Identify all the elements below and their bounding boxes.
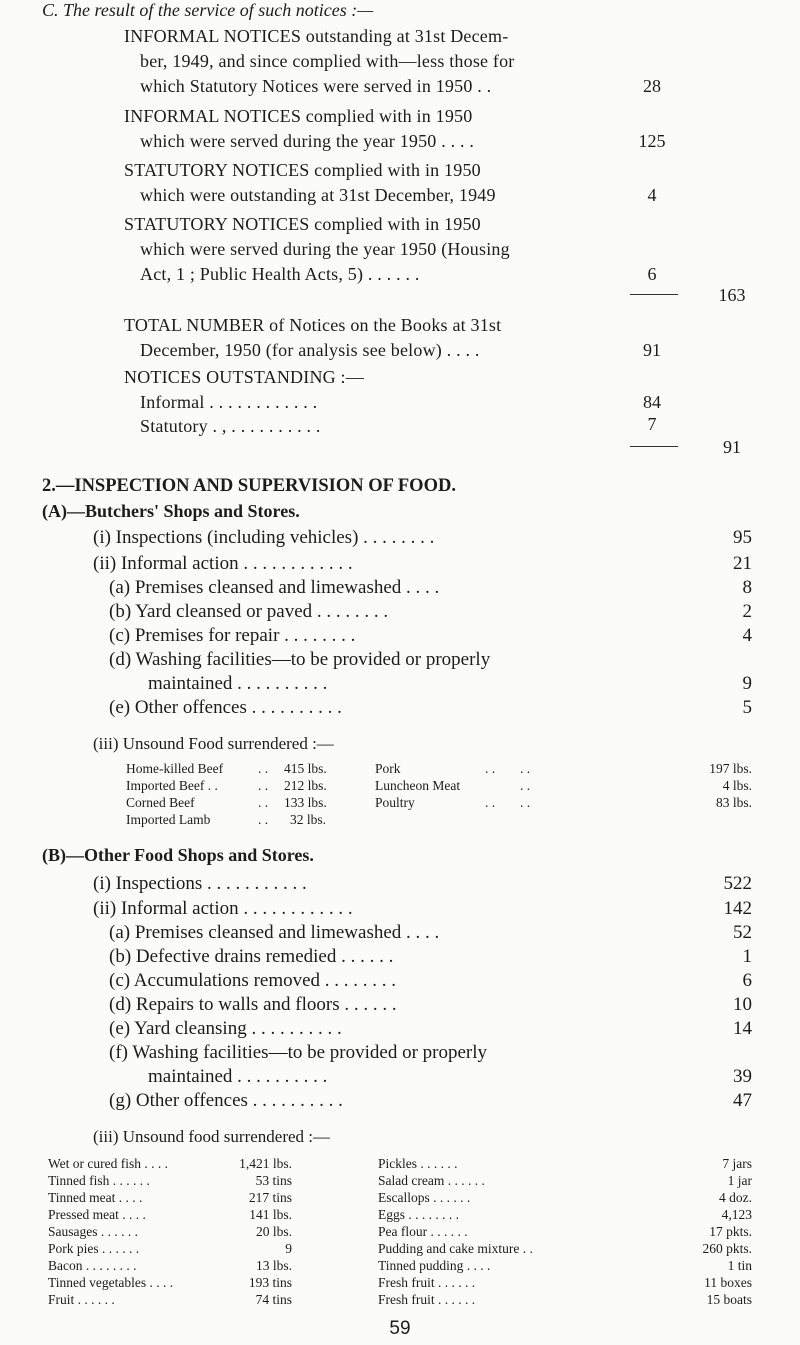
section-2-heading: 2.—INSPECTION AND SUPERVISION OF FOOD. <box>42 476 456 496</box>
food-qty: 53 tins <box>255 1173 292 1188</box>
subtotal-value: 163 <box>718 285 746 305</box>
outstanding-rule <box>630 446 678 447</box>
notice-value: 6 <box>647 264 657 284</box>
notice-line: STATUTORY NOTICES complied with in 1950 <box>124 214 481 234</box>
food-name: Luncheon Meat <box>375 778 461 793</box>
food-name: Fruit . . . . . . <box>48 1292 115 1307</box>
food-qty: 17 pkts. <box>709 1224 752 1239</box>
food-name: Pork pies . . . . . . <box>48 1241 140 1256</box>
a-item: (ii) Informal action . . . . . . . . . . . . <box>93 553 353 574</box>
a-item-value: 21 <box>733 553 752 574</box>
b-item: (i) Inspections . . . . . . . . . . . <box>93 873 307 894</box>
notice-line: Act, 1 ; Public Health Acts, 5) . . . . . . <box>140 264 420 284</box>
b-item-value: 10 <box>733 994 752 1015</box>
b-item: (a) Premises cleansed and limewashed . . . . <box>109 922 440 943</box>
food-name: Corned Beef <box>126 795 195 810</box>
a-item: (i) Inspections (including vehicles) . . . . . . . . <box>93 527 435 548</box>
food-qty: 197 lbs. <box>709 761 752 776</box>
a-item-value: 4 <box>742 625 752 646</box>
b-item-value: 6 <box>742 970 752 991</box>
food-name: Sausages . . . . . . <box>48 1224 138 1239</box>
a-heading: (A)—Butchers' Shops and Stores. <box>42 501 300 521</box>
food-qty: 20 lbs. <box>255 1224 292 1239</box>
food-dots: . . <box>258 812 269 827</box>
food-qty: 7 jars <box>722 1156 752 1171</box>
food-qty: 133 lbs. <box>284 795 327 810</box>
b-item-value: 52 <box>733 922 752 943</box>
a-item-value: 9 <box>742 673 752 694</box>
a-item: maintained . . . . . . . . . . <box>148 673 328 694</box>
food-qty: 260 pkts. <box>702 1241 752 1256</box>
food-name: Escallops . . . . . . <box>378 1190 471 1205</box>
notice-line: INFORMAL NOTICES outstanding at 31st Decem- <box>124 26 509 46</box>
food-name: Imported Lamb <box>126 812 211 827</box>
food-qty: 74 tins <box>255 1292 292 1307</box>
statutory-value: 7 <box>647 414 657 434</box>
b-item: (f) Washing facilities—to be provided or properly <box>109 1042 488 1063</box>
food-qty: 15 boats <box>706 1292 752 1307</box>
food-dots: . . <box>520 761 531 776</box>
food-name: Imported Beef . . <box>126 778 218 793</box>
food-qty: 83 lbs. <box>715 795 752 810</box>
a-item: (b) Yard cleansed or paved . . . . . . . . <box>109 601 389 622</box>
notice-line: which were outstanding at 31st December, 1949 <box>140 185 496 205</box>
a-item-value: 8 <box>742 577 752 598</box>
b-item-value: 14 <box>733 1018 752 1039</box>
notice-line: which Statutory Notices were served in 1950 . . <box>140 76 492 96</box>
total-value: 91 <box>643 340 661 360</box>
a-item-value: 5 <box>742 697 752 718</box>
food-name: Tinned fish . . . . . . <box>48 1173 150 1188</box>
food-qty: 1 tin <box>727 1258 752 1273</box>
food-name: Pork <box>375 761 401 776</box>
notice-line: ber, 1949, and since complied with—less those for <box>140 51 515 71</box>
food-name: Tinned pudding . . . . <box>378 1258 491 1273</box>
page-number: 59 <box>389 1318 411 1339</box>
b-item: (ii) Informal action . . . . . . . . . . . . <box>93 898 353 919</box>
informal-label: Informal . . . . . . . . . . . . <box>140 392 318 412</box>
food-name: Wet or cured fish . . . . <box>48 1156 169 1171</box>
food-dots: . . <box>485 795 496 810</box>
statutory-label: Statutory . , . . . . . . . . . . <box>140 416 321 436</box>
food-dots: . . <box>258 761 269 776</box>
food-name: Poultry <box>375 795 415 810</box>
food-name: Tinned meat . . . . <box>48 1190 143 1205</box>
food-name: Eggs . . . . . . . . <box>378 1207 459 1222</box>
notice-line: which were served during the year 1950 . . . . <box>140 131 475 151</box>
a-item: (a) Premises cleansed and limewashed . . . . <box>109 577 440 598</box>
b-item-value: 522 <box>723 873 752 894</box>
food-qty: 4 lbs. <box>722 778 752 793</box>
b-item-value: 142 <box>723 898 752 919</box>
food-name: Tinned vegetables . . . . <box>48 1275 174 1290</box>
outstanding-total: 91 <box>723 437 741 457</box>
food-name: Home-killed Beef <box>126 761 224 776</box>
b-item: (e) Yard cleansing . . . . . . . . . . <box>109 1018 342 1039</box>
food-name: Pudding and cake mixture . . <box>378 1241 533 1256</box>
food-qty: 141 lbs. <box>249 1207 292 1222</box>
a-item: (e) Other offences . . . . . . . . . . <box>109 697 342 718</box>
b-heading: (B)—Other Food Shops and Stores. <box>42 845 314 865</box>
food-dots: . . <box>258 795 269 810</box>
b-item: (d) Repairs to walls and floors . . . . . . <box>109 994 397 1015</box>
a-item: (d) Washing facilities—to be provided or properly <box>109 649 491 670</box>
b-item: (c) Accumulations removed . . . . . . . . <box>109 970 397 991</box>
food-name: Fresh fruit . . . . . . <box>378 1275 476 1290</box>
food-qty: 1 jar <box>727 1173 752 1188</box>
notice-value: 28 <box>643 76 661 96</box>
food-qty: 212 lbs. <box>284 778 327 793</box>
a-item: (c) Premises for repair . . . . . . . . <box>109 625 356 646</box>
food-qty: 9 <box>285 1241 292 1256</box>
informal-value: 84 <box>643 392 661 412</box>
a-item-value: 2 <box>742 601 752 622</box>
b-unsound-heading: (iii) Unsound food surrendered :— <box>93 1127 331 1146</box>
b-item: (g) Other offences . . . . . . . . . . <box>109 1090 343 1111</box>
food-qty: 32 lbs. <box>290 812 327 827</box>
food-qty: 13 lbs. <box>255 1258 292 1273</box>
total-line: TOTAL NUMBER of Notices on the Books at 31st <box>124 315 502 335</box>
a-item-value: 95 <box>733 527 752 548</box>
food-dots: . . <box>485 761 496 776</box>
food-dots: . . <box>520 795 531 810</box>
notice-value: 4 <box>647 185 657 205</box>
food-qty: 193 tins <box>248 1275 292 1290</box>
b-item-value: 1 <box>742 946 752 967</box>
subtotal-rule <box>630 294 678 295</box>
b-item: maintained . . . . . . . . . . <box>148 1066 328 1087</box>
food-qty: 4 doz. <box>719 1190 752 1205</box>
notice-line: INFORMAL NOTICES complied with in 1950 <box>124 106 473 126</box>
food-qty: 1,421 lbs. <box>239 1156 292 1171</box>
food-dots: . . <box>258 778 269 793</box>
section-c-heading: C. The result of the service of such notices :— <box>42 0 374 20</box>
food-dots: . . <box>520 778 531 793</box>
food-qty: 415 lbs. <box>284 761 327 776</box>
b-item-value: 47 <box>733 1090 752 1111</box>
total-line: December, 1950 (for analysis see below) . . . . <box>140 340 480 360</box>
food-name: Salad cream . . . . . . <box>378 1173 485 1188</box>
outstanding-heading: NOTICES OUTSTANDING :— <box>124 367 364 387</box>
notice-value: 125 <box>638 131 666 151</box>
b-item-value: 39 <box>733 1066 752 1087</box>
food-name: Bacon . . . . . . . . <box>48 1258 137 1273</box>
notice-line: STATUTORY NOTICES complied with in 1950 <box>124 160 481 180</box>
food-name: Pea flour . . . . . . <box>378 1224 468 1239</box>
food-qty: 4,123 <box>721 1207 752 1222</box>
notice-line: which were served during the year 1950 (Housing <box>140 239 510 259</box>
b-item: (b) Defective drains remedied . . . . . . <box>109 946 394 967</box>
food-name: Fresh fruit . . . . . . <box>378 1292 476 1307</box>
food-name: Pickles . . . . . . <box>378 1156 458 1171</box>
food-name: Pressed meat . . . . <box>48 1207 146 1222</box>
food-qty: 11 boxes <box>704 1275 752 1290</box>
a-unsound-heading: (iii) Unsound Food surrendered :— <box>93 734 334 753</box>
food-qty: 217 tins <box>248 1190 292 1205</box>
